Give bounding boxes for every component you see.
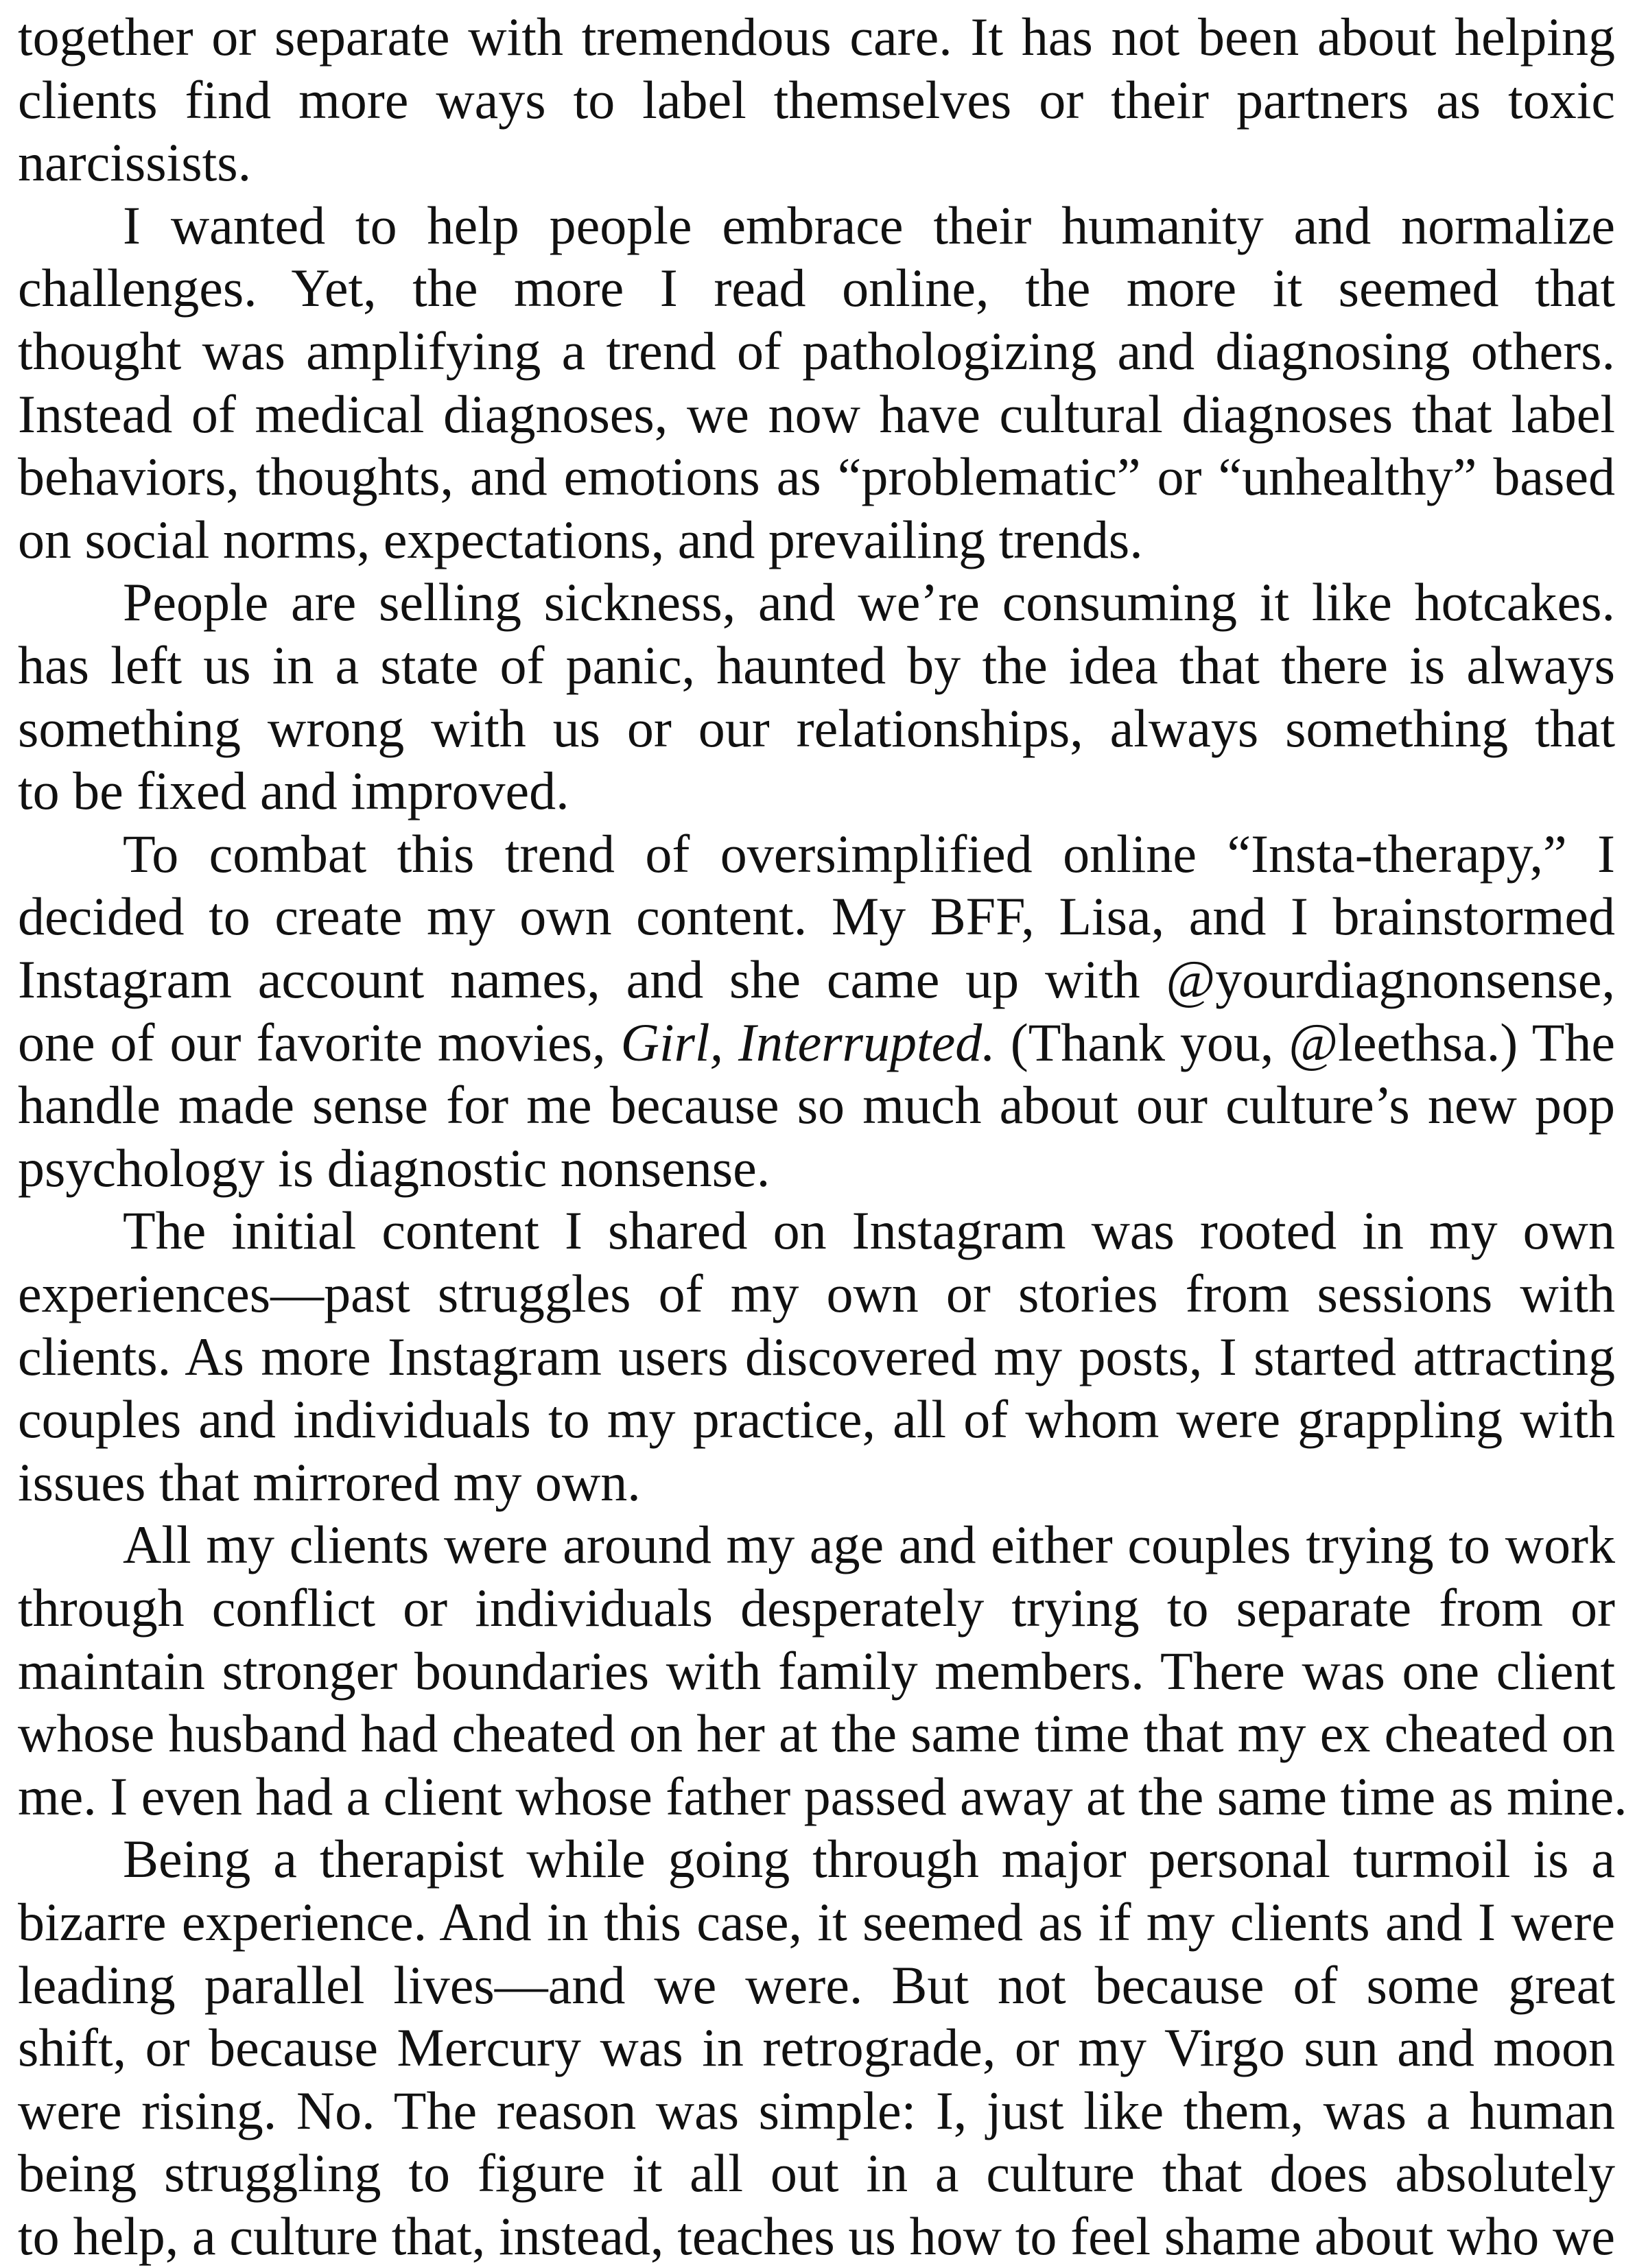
text-line: has left us in a state of panic, haunted by the idea that there is always [18,635,1615,695]
text-line: The initial content I shared on Instagram was rooted in my own [123,1201,1615,1261]
text-line: being struggling to figure it all out in a culture that does absolutely [18,2143,1615,2204]
text-line: experiences—past struggles of my own or stories from sessions with [18,1264,1615,1323]
text-line: through conflict or individuals desperately trying to separate from or [18,1578,1615,1638]
text-line: Being a therapist while going through major personal turmoil is a [123,1829,1615,1889]
text-line: something wrong with us or our relationships, always something that [18,698,1615,758]
text-line: clients find more ways to label themselves or their partners as toxic [18,69,1615,130]
text-line: People are selling sickness, and we’re consuming it like hotcakes. [123,572,1615,633]
text-line: All my clients were around my age and either couples trying to work [123,1515,1615,1575]
text-line: were rising. No. The reason was simple: I, just like them, was a human [18,2080,1615,2140]
text-line: psychology is diagnostic nonsense. [18,1137,771,1198]
text-line: challenges. Yet, the more I read online, the more it seemed that [18,258,1615,318]
movie-title-italic: Girl, Interrupted. [620,1012,996,1072]
text-line: issues that mirrored my own. [18,1452,641,1512]
text-line: whose husband had cheated on her at the same time that my ex cheated on [18,1703,1615,1764]
text-span: one of our favorite movies, [18,1012,621,1072]
text-span: (Thank you, @leethsa.) The [995,1012,1615,1072]
text-line: behaviors, thoughts, and emotions as “problematic” or “unhealthy” based [18,447,1615,507]
text-line: Instagram account names, and she came up with @yourdiagnonsense, [18,949,1615,1009]
text-line: maintain stronger boundaries with family members. There was one client [18,1640,1615,1701]
text-line: to help, a culture that, instead, teaches us how to feel shame about who we [18,2206,1615,2266]
text-line: thought was amplifying a trend of pathologizing and diagnosing others. [18,321,1615,381]
text-line: decided to create my own content. My BFF, Lisa, and I brainstormed [18,886,1615,947]
text-line: To combat this trend of oversimplified online “Insta-therapy,” I [123,823,1615,884]
text-line: bizarre experience. And in this case, it seemed as if my clients and I were [18,1892,1615,1952]
text-line: shift, or because Mercury was in retrograde, or my Virgo sun and moon [18,2018,1615,2078]
text-line: leading parallel lives—and we were. But not because of some great [18,1954,1615,2015]
text-line: clients. As more Instagram users discovered my posts, I started attracting [18,1326,1615,1386]
text-line: narcissists. [18,132,252,193]
text-line: couples and individuals to my practice, all of whom were grappling with [18,1389,1615,1450]
text-line: I wanted to help people embrace their humanity and normalize [123,195,1615,255]
text-line: me. I even had a client whose father passed away at the same time as mine. [18,1766,1627,1826]
text-line: together or separate with tremendous care. It has not been about helping [18,7,1615,67]
text-line: handle made sense for me because so much about our culture’s new pop [18,1075,1615,1135]
text-line: on social norms, expectations, and prevailing trends. [18,509,1143,569]
text-line [18,1011,1615,1074]
text-line: Instead of medical diagnoses, we now have cultural diagnoses that label [18,383,1615,444]
text-line: to be fixed and improved. [18,761,569,821]
